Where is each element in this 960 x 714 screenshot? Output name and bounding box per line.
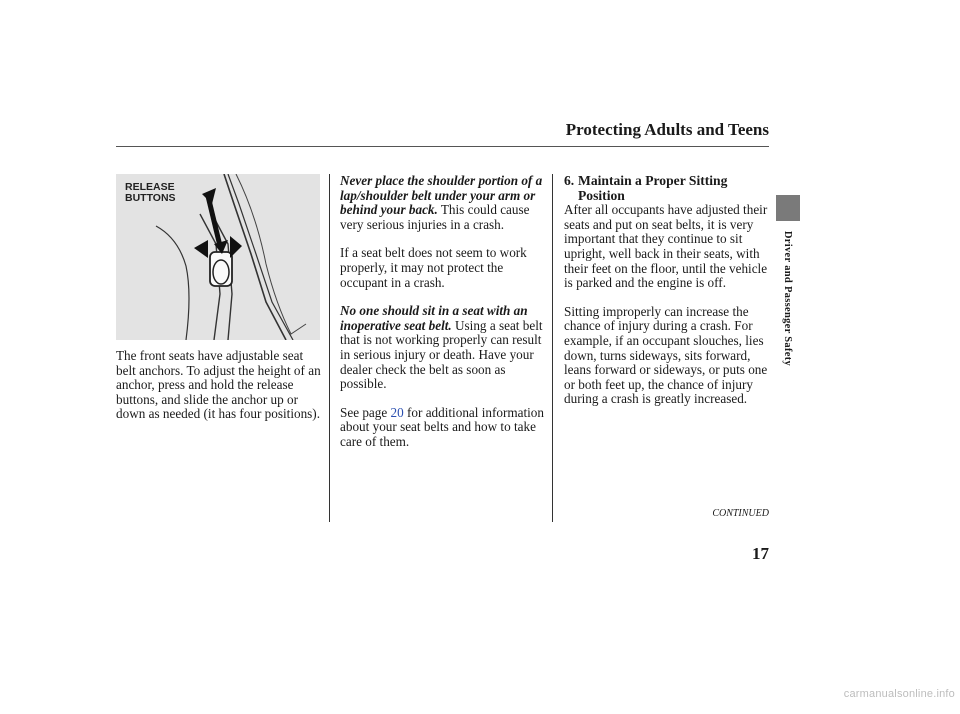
middle-column: [340, 174, 548, 450]
warning-inoperative-belt-text: Using a seat belt that is not working properly can result in serious injury or death. Have your dealer check the belt as soon as possible.: [340, 317, 543, 392]
warning-inoperative-belt: [340, 304, 548, 392]
section-tab-marker: [776, 195, 800, 221]
seat-belt-anchor-illustration: [116, 174, 320, 340]
sit-upright-paragraph: After all occupants have adjusted their seats and put on seat belts, it is very important that they continue to sit upright, well back in their seats, with their feet on the floor, until the vehicle is parked and the engine is off.: [564, 202, 768, 291]
section-heading: [564, 174, 770, 203]
warning-shoulder-belt-bold: Never place the shoulder portion of a lap/shoulder belt under your arm or behind your back.: [340, 173, 543, 218]
header-rule: [116, 146, 769, 147]
right-column: [564, 174, 770, 407]
anchor-adjust-paragraph: The front seats have adjustable seat belt anchors. To adjust the height of an anchor, press and hold the release buttons, and slide the anchor up or down as needed (it has four positions).: [116, 348, 321, 422]
warning-inoperative-belt-bold: No one should sit in a seat with an inoperative seat belt.: [340, 303, 528, 333]
section-number: 6.: [564, 173, 575, 188]
see-page-paragraph: See page 20 for additional information about your seat belts and how to take care of them.: [340, 404, 544, 449]
page-20-link[interactable]: 20: [390, 404, 404, 420]
release-buttons-label: RELEASE BUTTONS: [125, 181, 176, 204]
page-number: 17: [752, 544, 769, 563]
belt-not-working-paragraph: If a seat belt does not seem to work properly, it may not protect the occupant in a crash.: [340, 245, 527, 290]
page-title: Protecting Adults and Teens: [565, 120, 769, 139]
warning-shoulder-belt: [340, 174, 548, 232]
sitting-improperly-paragraph: Sitting improperly can increase the chance of injury during a crash. For example, if an occupant slouches, lies down, turns sideways, sits forward, leans forward or sideways, or puts one or both feet up, the chance of injury during a crash is greatly increased.: [564, 303, 768, 407]
section-tab-label: Driver and Passenger Safety: [782, 230, 794, 366]
section-title: Maintain a Proper Sitting Position: [578, 173, 728, 203]
column-divider-right: [552, 174, 553, 522]
watermark: carmanualsonline.info: [843, 688, 955, 700]
warning-shoulder-belt-text: This could cause very serious injuries in a crash.: [340, 202, 530, 232]
continued-note: CONTINUED: [712, 508, 769, 519]
column-divider-left: [329, 174, 330, 522]
